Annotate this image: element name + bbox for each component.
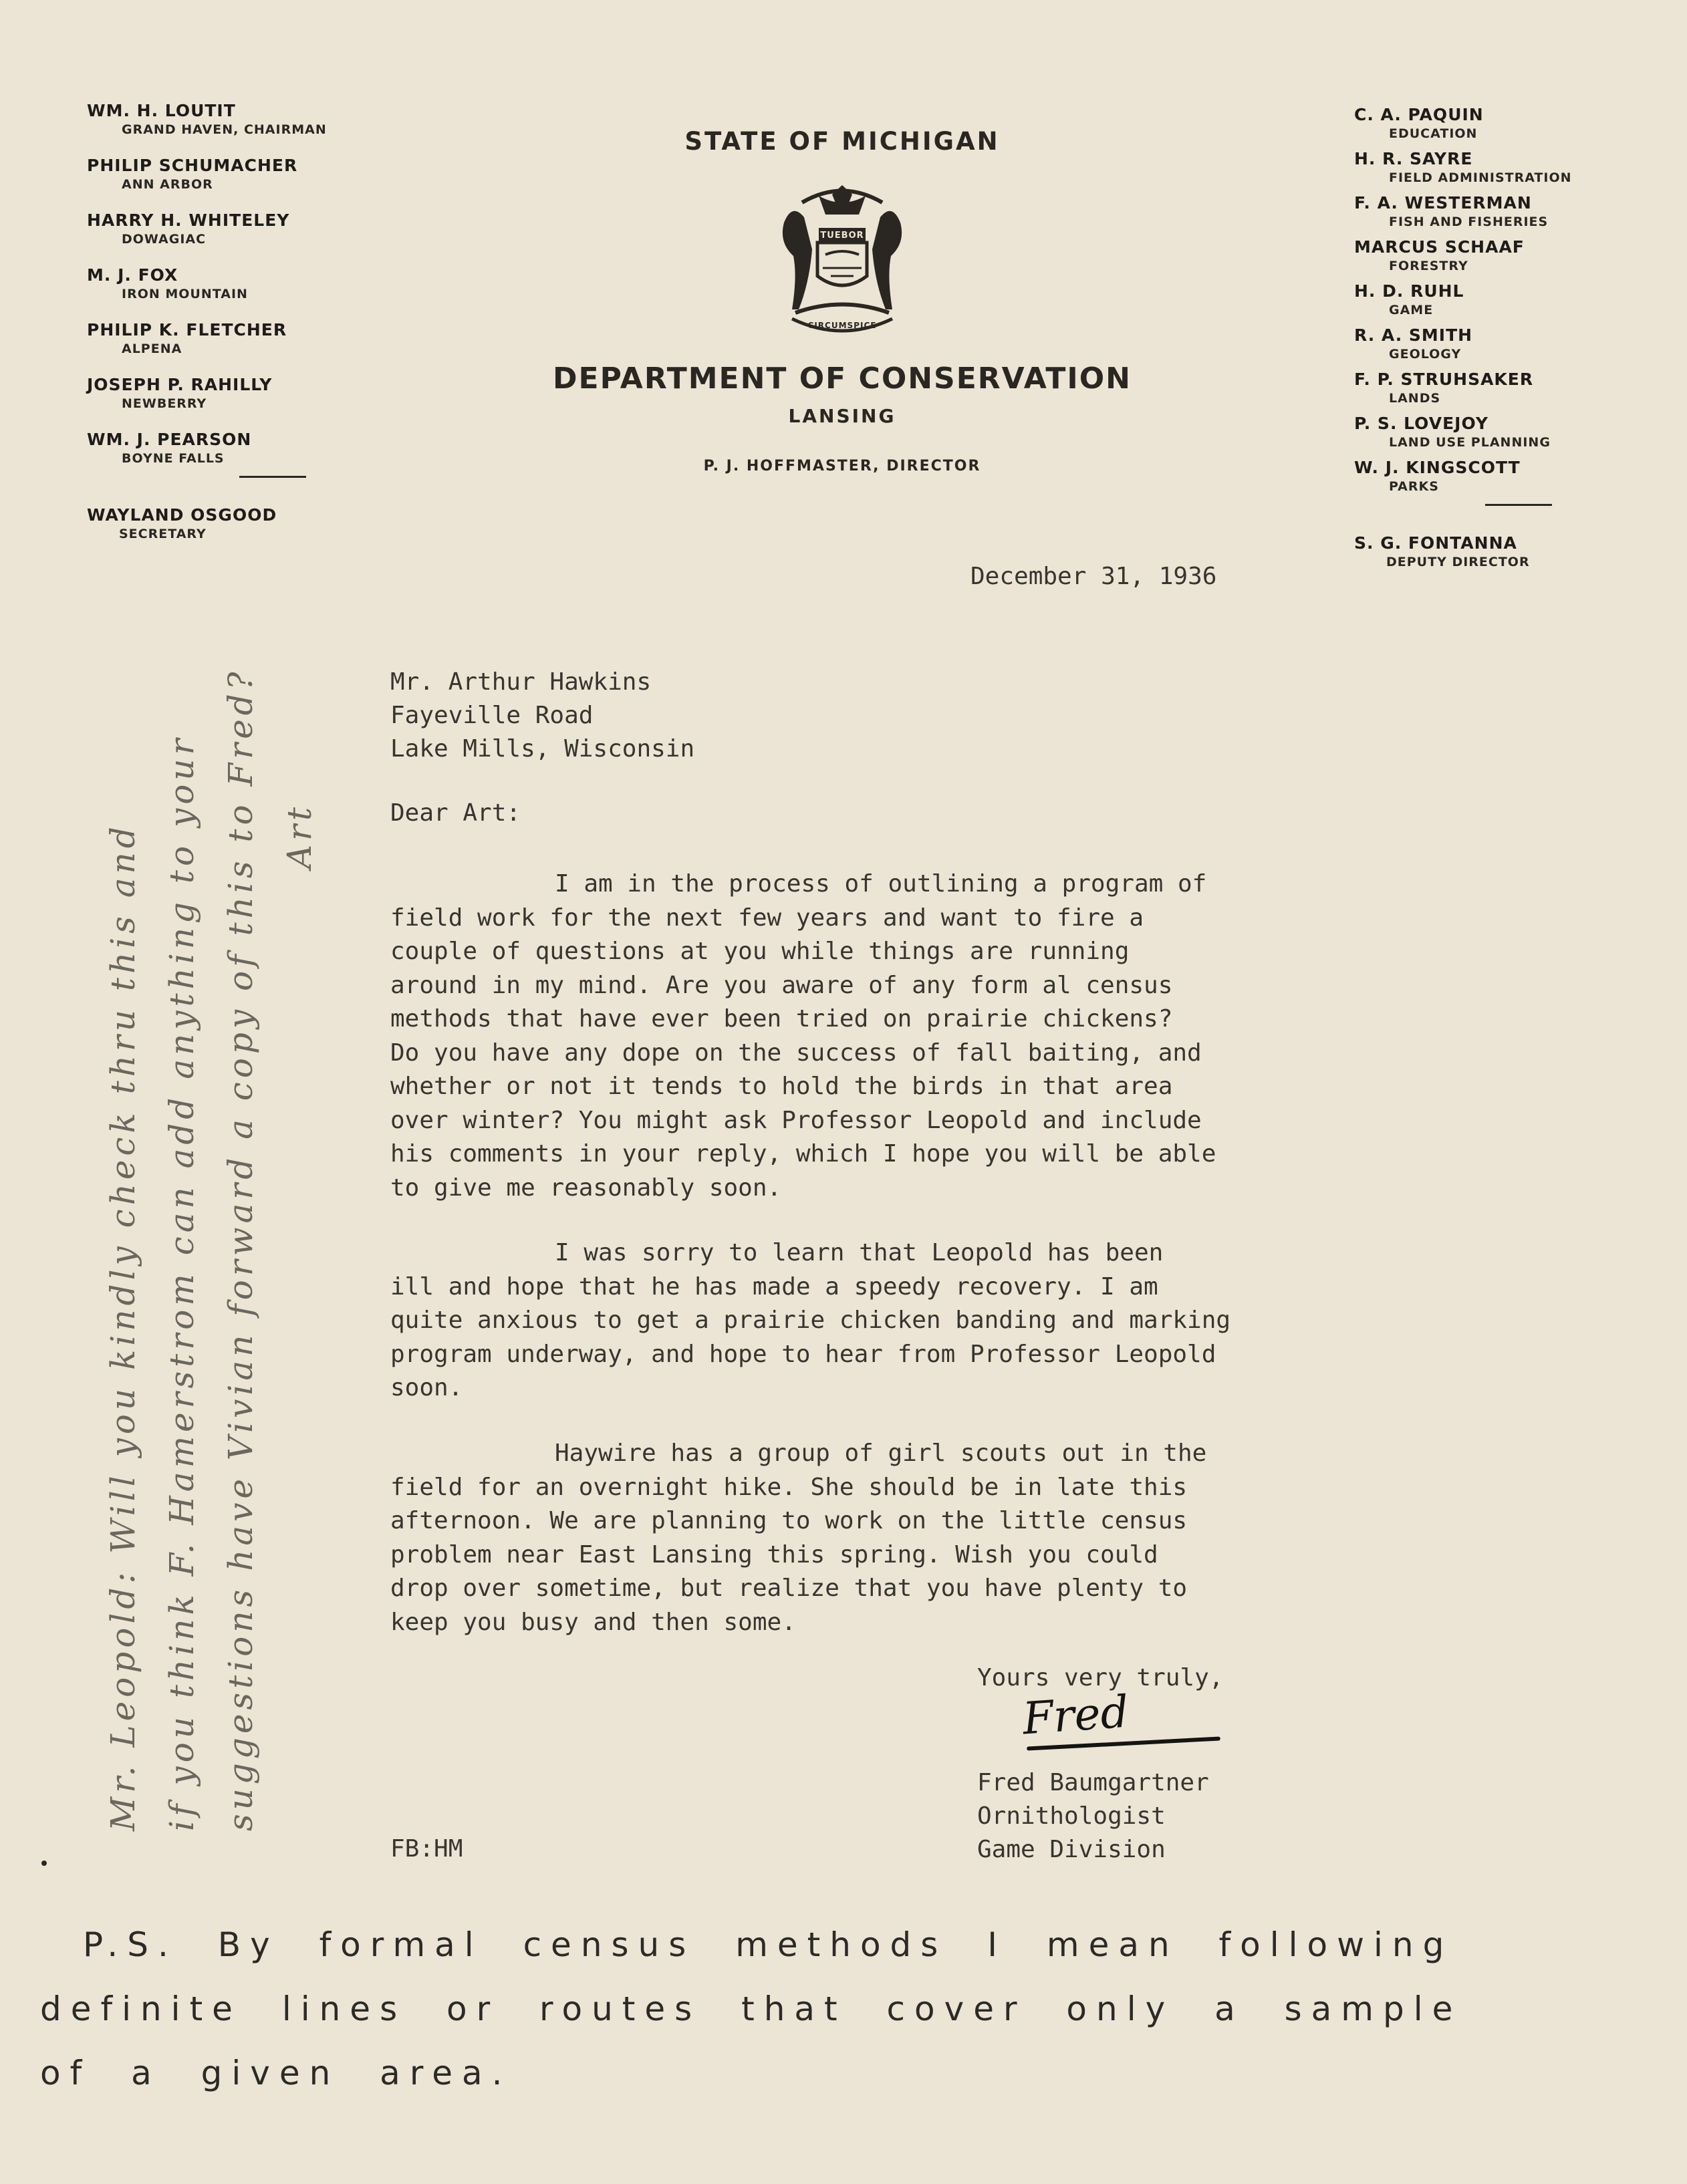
board-member: HARRY H. WHITELEY DOWAGIAC [87,211,290,247]
board-member: WM. J. PEARSON BOYNE FALLS [87,430,252,466]
divider [239,476,306,478]
division-chief: H. D. RUHL GAME [1354,281,1464,317]
body-paragraph-3: Haywire has a group of girl scouts out in the field for an overnight hike. She should be in late this afternoon. We are planning to work on the little census problem near East Lansing this spring. Wish you could drop over sometime, but realize that you have plenty to keep you busy and then some. [390,1440,1207,1636]
handwritten-margin-note: Mr. Leopold: Will you kindly check thru this and if you think F. Hamerstrom can add anything to your suggestions have Vivian forward a copy of this to Fred? Art [104,668,319,1831]
deputy-director: S. G. FONTANNA DEPUTY DIRECTOR [1354,533,1530,569]
division-chief: H. R. SAYRE FIELD ADMINISTRATION [1354,149,1572,185]
division-chiefs-right [1354,104,1668,577]
letter-date: December 31, 1936 [970,563,1217,590]
body-paragraph-1: I am in the process of outlining a program of field work for the next few years and want to fire a couple of questions at you while things are running around in my mind. Are you aware of any form al census methods that have ever been tried on prairie chickens? Do you have any dope on the success of fall baiting, and whether or not it tends to hold the birds in that area over winter? You might ask Professor Leopold and include his comments in your reply, which I hope you will be able to give me reasonably soon. [390,870,1216,1202]
divider [1485,504,1552,506]
svg-text:TUEBOR: TUEBOR [820,231,864,241]
signer-name: Fred Baumgartner [977,1769,1209,1796]
division-chief: R. A. SMITH GEOLOGY [1354,325,1473,362]
board-member: WM. H. LOUTIT GRAND HAVEN, CHAIRMAN [87,101,327,137]
state-title: STATE OF MICHIGAN [684,127,1000,156]
division-chief: C. A. PAQUIN EDUCATION [1354,105,1484,141]
signature: Fred [1021,1685,1131,1745]
address-line: Lake Mills, Wisconsin [390,735,695,763]
letterhead-header [495,127,1190,474]
secretary: WAYLAND OSGOOD SECRETARY [87,505,277,541]
division-chief: F. P. STRUHSAKER LANDS [1354,370,1534,406]
reference-initials: FB:HM [390,1835,463,1863]
svg-text:CIRCUMSPICE: CIRCUMSPICE [807,321,877,330]
board-member: M. J. FOX IRON MOUNTAIN [87,265,248,301]
board-members-left [87,100,368,559]
address-line: Fayeville Road [390,702,594,729]
city: LANSING [788,405,896,427]
signer-title: Ornithologist [977,1802,1166,1830]
division-chief: W. J. KINGSCOTT PARKS [1354,458,1521,494]
director: P. J. HOFFMASTER, DIRECTOR [703,458,981,474]
michigan-state-seal-icon [765,176,919,343]
board-member: PHILIP K. FLETCHER ALPENA [87,320,287,356]
closing: Yours very truly, [977,1664,1224,1691]
signer-block [977,1766,1209,1867]
board-member: PHILIP SCHUMACHER ANN ARBOR [87,156,298,192]
handwritten-postscript: P.S. By formal census methods I mean following definite lines or routes that cover only a sample of a given area. [40,1925,1462,2092]
department-title: DEPARTMENT OF CONSERVATION [553,362,1132,396]
body-paragraph-2: I was sorry to learn that Leopold has been ill and hope that he has made a speedy recovery. I am quite anxious to get a prairie chicken banding and marking program underway, and hope to hear from Professor Leopold soon. [390,1239,1231,1401]
board-member: JOSEPH P. RAHILLY NEWBERRY [87,375,273,411]
division-chief: F. A. WESTERMAN FISH AND FISHERIES [1354,193,1549,229]
division-chief: MARCUS SCHAAF FORESTRY [1354,237,1525,273]
ink-mark [41,1861,47,1866]
signer-division: Game Division [977,1836,1166,1863]
division-chief: P. S. LOVEJOY LAND USE PLANNING [1354,414,1551,450]
salutation: Dear Art: [390,799,521,827]
recipient-address [390,666,694,766]
address-line: Mr. Arthur Hawkins [390,668,652,696]
